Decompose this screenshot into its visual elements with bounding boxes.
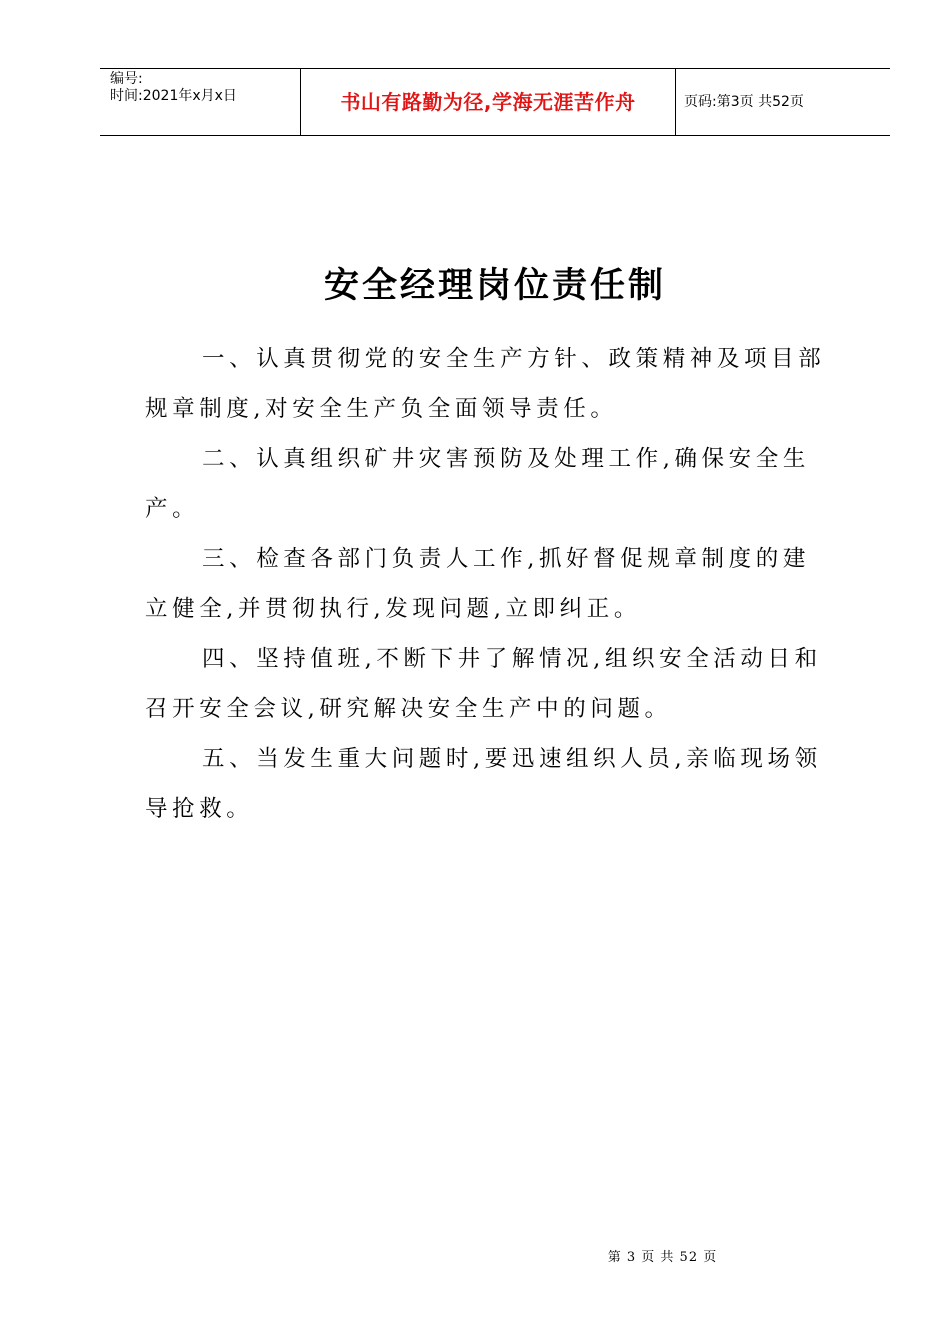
paragraph-3: 三、检查各部门负责人工作,抓好督促规章制度的建立健全,并贯彻执行,发现问题,立即纠正。 [145, 546, 810, 622]
header-meta [100, 69, 301, 135]
time-label: 时间:2021年x月x日 [110, 88, 237, 104]
document-title: 安全经理岗位责任制 [323, 265, 666, 306]
paragraph-1: 一、认真贯彻党的安全生产方针、政策精神及项目部规章制度,对安全生产负全面领导责任。 [145, 346, 826, 422]
paragraph-2: 二、认真组织矿井灾害预防及处理工作,确保安全生产。 [145, 446, 810, 522]
header-page-info: 页码:第3页 共52页 [684, 94, 804, 110]
paragraph-4: 四、坚持值班,不断下井了解情况,组织安全活动日和召开安全会议,研究解决安全生产中的问题。 [145, 646, 822, 722]
page-header [100, 68, 890, 136]
document-body [145, 334, 835, 834]
page-footer: 第 3 页 共 52 页 [607, 1250, 718, 1265]
header-motto: 书山有路勤为径,学海无涯苦作舟 [301, 69, 676, 135]
paragraph-5: 五、当发生重大问题时,要迅速组织人员,亲临现场领导抢救。 [145, 746, 822, 822]
code-label: 编号: [110, 71, 143, 87]
